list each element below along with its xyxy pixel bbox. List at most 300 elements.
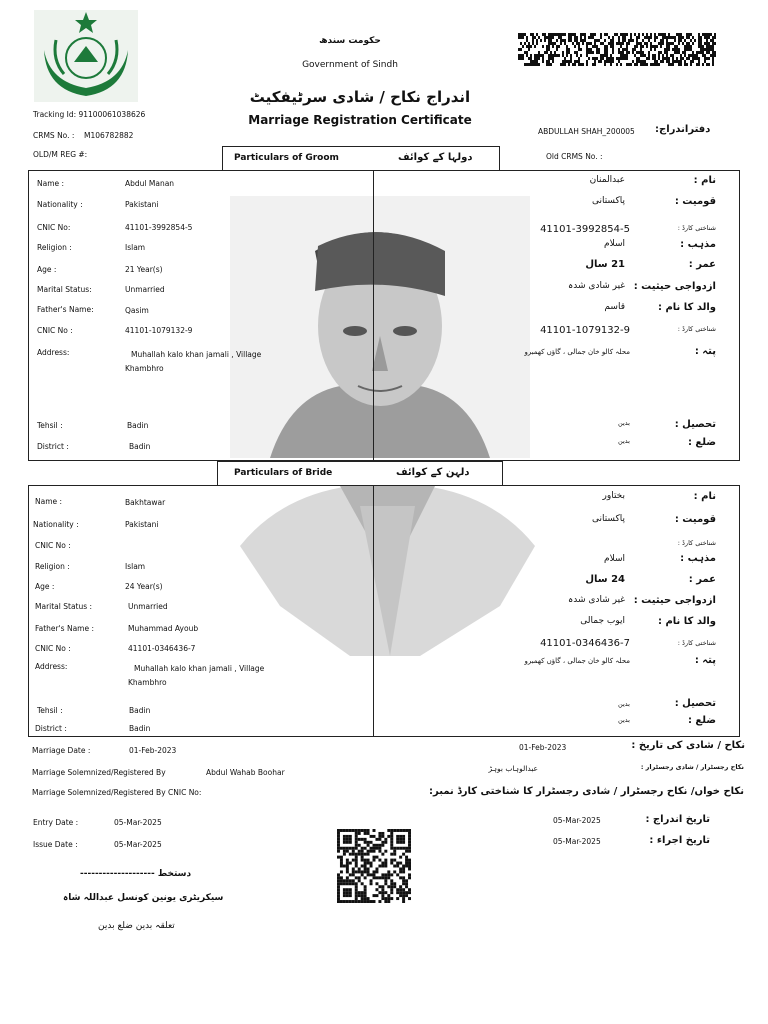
barcode-module (554, 51, 556, 54)
barcode-module (538, 54, 540, 57)
qr-module (355, 900, 358, 903)
barcode-module (550, 39, 552, 42)
barcode-module (606, 51, 608, 54)
barcode-module (646, 42, 648, 45)
barcode-module (616, 42, 618, 45)
qr-module (373, 900, 376, 903)
barcode-module (680, 36, 682, 39)
barcode-module (672, 36, 674, 39)
barcode-module (562, 60, 564, 63)
qr-module (402, 841, 405, 844)
barcode-module (662, 36, 664, 39)
barcode-module (574, 36, 576, 39)
barcode-module (530, 60, 532, 63)
qr-module (393, 829, 396, 832)
barcode-module (560, 42, 562, 45)
qr-module (396, 897, 399, 900)
qr-module (387, 870, 390, 873)
bride-father-value: Muhammad Ayoub (128, 624, 199, 633)
barcode-module (524, 42, 526, 45)
barcode-module (620, 54, 622, 57)
qr-module (373, 876, 376, 879)
qr-module (349, 862, 352, 865)
qr-module (378, 844, 381, 847)
barcode-module (548, 39, 550, 42)
barcode-module (680, 33, 682, 36)
bride-nationality-ur-value: پاکستانی (591, 514, 625, 524)
barcode-module (556, 54, 558, 57)
qr-module (340, 882, 343, 885)
qr-module (367, 859, 370, 862)
qr-module (373, 835, 376, 838)
barcode-module (642, 33, 644, 36)
qr-module (343, 865, 346, 868)
barcode-module (548, 33, 550, 36)
qr-module (352, 873, 355, 876)
qr-module (399, 841, 402, 844)
qr-module (340, 862, 343, 865)
barcode-module (652, 63, 654, 66)
barcode-module (568, 36, 570, 39)
barcode-module (690, 63, 692, 66)
qr-module (393, 885, 396, 888)
barcode-module (708, 45, 710, 48)
qr-module (373, 873, 376, 876)
barcode-module (698, 51, 700, 54)
daftar-label: دفتراندراج: (655, 124, 711, 135)
barcode-module (706, 51, 708, 54)
barcode-module (670, 54, 672, 57)
barcode-module (666, 60, 668, 63)
barcode-module (670, 63, 672, 66)
qr-module (381, 865, 384, 868)
barcode-module (530, 33, 532, 36)
barcode-module (546, 36, 548, 39)
barcode-module (538, 51, 540, 54)
bride-nationality-ur-label: قومیت : (674, 514, 716, 525)
barcode-module (694, 57, 696, 60)
barcode-module (658, 33, 660, 36)
barcode-module (586, 60, 588, 63)
barcode-module (590, 36, 592, 39)
barcode-module (708, 42, 710, 45)
barcode-module (582, 42, 584, 45)
barcode-module (626, 63, 628, 66)
qr-module (355, 888, 358, 891)
qr-code (337, 829, 411, 903)
barcode-module (532, 36, 534, 39)
qr-module (408, 876, 411, 879)
barcode-module (618, 36, 620, 39)
barcode-module (692, 57, 694, 60)
barcode-module (584, 33, 586, 36)
barcode-module (618, 42, 620, 45)
barcode-module (602, 57, 604, 60)
bride-father-ur-label: والد کا نام : (657, 616, 716, 627)
barcode-module (670, 42, 672, 45)
barcode-module (654, 63, 656, 66)
barcode-module (616, 57, 618, 60)
qr-module (346, 829, 349, 832)
barcode-module (648, 57, 650, 60)
barcode-module (678, 60, 680, 63)
barcode-module (536, 57, 538, 60)
barcode-module (654, 54, 656, 57)
barcode-module (648, 36, 650, 39)
barcode-module (622, 36, 624, 39)
qr-module (355, 853, 358, 856)
barcode-module (558, 45, 560, 48)
barcode-module (564, 63, 566, 66)
barcode-module (708, 33, 710, 36)
barcode-module (644, 42, 646, 45)
qr-module (346, 859, 349, 862)
barcode-module (676, 57, 678, 60)
qr-module (399, 838, 402, 841)
qr-module (402, 867, 405, 870)
qr-module (402, 882, 405, 885)
sindh-government-logo (34, 10, 138, 102)
qr-module (370, 873, 373, 876)
barcode-module (588, 42, 590, 45)
barcode-module (604, 48, 606, 51)
qr-module (390, 862, 393, 865)
barcode-module (602, 42, 604, 45)
qr-module (346, 850, 349, 853)
barcode-module (660, 39, 662, 42)
barcode-module (688, 42, 690, 45)
barcode-module (594, 45, 596, 48)
qr-module (399, 888, 402, 891)
qr-module (370, 865, 373, 868)
barcode-module (618, 60, 620, 63)
barcode-module (678, 36, 680, 39)
barcode-module (592, 57, 594, 60)
barcode-module (640, 45, 642, 48)
barcode-module (622, 39, 624, 42)
barcode-module (660, 60, 662, 63)
groom-district-ur-label: ضلع : (687, 437, 716, 448)
qr-module (355, 865, 358, 868)
qr-module (381, 897, 384, 900)
qr-module (361, 847, 364, 850)
barcode-module (654, 36, 656, 39)
bride-nationality-value: Pakistani (125, 520, 159, 529)
qr-module (337, 856, 340, 859)
qr-module (405, 850, 408, 853)
barcode-module (596, 45, 598, 48)
qr-module (373, 894, 376, 897)
barcode-module (560, 63, 562, 66)
qr-module (378, 865, 381, 868)
qr-module (343, 835, 346, 838)
barcode-module (606, 33, 608, 36)
barcode-module (574, 63, 576, 66)
groom-father-cnic-ur-label: شناختی کارڈ : (677, 325, 716, 333)
barcode-module (630, 39, 632, 42)
qr-module (375, 888, 378, 891)
barcode-module (684, 45, 686, 48)
qr-module (340, 870, 343, 873)
barcode-module (534, 45, 536, 48)
bride-father-label: Father's Name : (35, 624, 95, 633)
barcode-module (560, 36, 562, 39)
barcode-module (564, 57, 566, 60)
qr-module (390, 853, 393, 856)
qr-module (399, 891, 402, 894)
qr-module (343, 850, 346, 853)
qr-module (399, 856, 402, 859)
qr-module (405, 862, 408, 865)
barcode-module (612, 45, 614, 48)
qr-module (393, 847, 396, 850)
barcode-module (660, 42, 662, 45)
barcode-module (518, 54, 520, 57)
barcode-module (710, 39, 712, 42)
barcode-module (712, 63, 714, 66)
barcode-module (604, 54, 606, 57)
barcode-module (574, 51, 576, 54)
qr-module (337, 891, 340, 894)
qr-module (346, 888, 349, 891)
barcode-module (624, 54, 626, 57)
barcode-module (610, 42, 612, 45)
barcode-module (698, 33, 700, 36)
qr-module (396, 862, 399, 865)
barcode-module (580, 33, 582, 36)
barcode-module (640, 42, 642, 45)
qr-module (337, 838, 340, 841)
barcode-module (588, 48, 590, 51)
barcode-module (576, 60, 578, 63)
qr-module (381, 862, 384, 865)
qr-module (367, 897, 370, 900)
barcode-module (522, 33, 524, 36)
groom-marital-ur-label: ازدواجی حیثیت : (633, 281, 716, 292)
qr-module (343, 891, 346, 894)
barcode-module (598, 60, 600, 63)
barcode-module (556, 45, 558, 48)
groom-father-ur-label: والد کا نام : (657, 302, 716, 313)
qr-module (355, 829, 358, 832)
barcode-module (594, 57, 596, 60)
bride-age-ur-value: 24 سال (585, 574, 625, 585)
qr-module (337, 900, 340, 903)
qr-module (384, 873, 387, 876)
barcode-module (612, 42, 614, 45)
groom-cnic-ur-label: شناختی کارڈ : (677, 224, 716, 232)
barcode-module (522, 36, 524, 39)
marriage-date-ur-label: نکاح / شادی کی تاریخ : (631, 740, 745, 751)
qr-module (349, 838, 352, 841)
qr-module (381, 841, 384, 844)
barcode-module (666, 51, 668, 54)
barcode-module (642, 60, 644, 63)
qr-module (375, 838, 378, 841)
barcode-module (530, 45, 532, 48)
qr-module (402, 870, 405, 873)
qr-module (349, 873, 352, 876)
qr-module (337, 888, 340, 891)
groom-header-english: Particulars of Groom (234, 153, 339, 163)
barcode-module (622, 42, 624, 45)
barcode-module (534, 60, 536, 63)
bride-address-ur-value: محلہ کالو خان جمالی ، گاؤں کھمبرو (524, 657, 630, 665)
qr-module (384, 865, 387, 868)
qr-module (390, 838, 393, 841)
barcode-module (584, 36, 586, 39)
bride-header-english: Particulars of Bride (234, 468, 333, 478)
qr-module (367, 829, 370, 832)
qr-module (378, 838, 381, 841)
barcode-module (590, 33, 592, 36)
qr-module (387, 900, 390, 903)
bride-name-ur-value: بختاور (602, 491, 625, 501)
barcode-module (660, 51, 662, 54)
bride-age-label: Age : (35, 582, 55, 591)
barcode-module (542, 60, 544, 63)
qr-module (405, 894, 408, 897)
bride-father-cnic-ur-value: 41101-0346436-7 (540, 638, 630, 649)
barcode-module (576, 42, 578, 45)
barcode-module (548, 63, 550, 66)
barcode-module (586, 54, 588, 57)
qr-module (364, 885, 367, 888)
barcode-module (684, 54, 686, 57)
barcode-module (518, 57, 520, 60)
barcode-module (604, 33, 606, 36)
barcode-module (664, 48, 666, 51)
qr-module (370, 841, 373, 844)
barcode-module (610, 39, 612, 42)
barcode-module (546, 48, 548, 51)
bride-tehsil-ur-label: تحصیل : (674, 698, 716, 709)
qr-module (364, 867, 367, 870)
marriage-date-label: Marriage Date : (32, 746, 91, 755)
barcode-module (708, 36, 710, 39)
qr-module (361, 838, 364, 841)
barcode-module (620, 57, 622, 60)
registered-cnic-label: Marriage Solemnized/Registered By CNIC No: (32, 788, 202, 797)
barcode-module (526, 39, 528, 42)
barcode-module (658, 57, 660, 60)
groom-father-value: Qasim (125, 306, 149, 315)
barcode-module (626, 57, 628, 60)
barcode-module (660, 33, 662, 36)
qr-module (378, 891, 381, 894)
barcode-module (580, 63, 582, 66)
barcode-module (526, 45, 528, 48)
barcode-module (550, 54, 552, 57)
barcode-module (588, 51, 590, 54)
barcode-module (636, 57, 638, 60)
qr-module (399, 867, 402, 870)
qr-module (352, 867, 355, 870)
barcode-module (632, 48, 634, 51)
barcode-module (688, 36, 690, 39)
barcode-module (578, 57, 580, 60)
barcode-module (700, 51, 702, 54)
barcode-module (672, 54, 674, 57)
barcode-module (668, 48, 670, 51)
bride-tehsil-ur-value: بدین (618, 700, 630, 708)
barcode-module (640, 51, 642, 54)
barcode-module (572, 63, 574, 66)
qr-module (337, 847, 340, 850)
barcode-module (656, 63, 658, 66)
qr-module (390, 847, 393, 850)
barcode-module (556, 39, 558, 42)
qr-module (355, 859, 358, 862)
barcode-module (636, 36, 638, 39)
barcode-module (570, 60, 572, 63)
qr-module (384, 850, 387, 853)
qr-module (358, 850, 361, 853)
qr-module (408, 844, 411, 847)
barcode-module (702, 54, 704, 57)
qr-module (346, 867, 349, 870)
qr-module (384, 879, 387, 882)
barcode-module (676, 51, 678, 54)
barcode-module (706, 42, 708, 45)
qr-module (370, 862, 373, 865)
groom-age-ur-value: 21 سال (585, 259, 625, 270)
qr-module (408, 873, 411, 876)
qr-module (405, 847, 408, 850)
qr-module (378, 850, 381, 853)
barcode-module (570, 39, 572, 42)
barcode-module (610, 57, 612, 60)
barcode-module (692, 42, 694, 45)
barcode-module (650, 48, 652, 51)
qr-module (358, 879, 361, 882)
barcode-module (628, 42, 630, 45)
qr-module (337, 879, 340, 882)
barcode-module (528, 48, 530, 51)
qr-module (370, 835, 373, 838)
barcode-module (678, 42, 680, 45)
barcode-module (600, 57, 602, 60)
barcode-module (522, 45, 524, 48)
qr-module (381, 888, 384, 891)
barcode-module (656, 36, 658, 39)
barcode-module (702, 63, 704, 66)
barcode-module (580, 36, 582, 39)
qr-module (375, 867, 378, 870)
bride-marital-ur-label: ازدواجی حیثیت : (633, 595, 716, 606)
barcode-module (566, 60, 568, 63)
qr-module (361, 859, 364, 862)
barcode-module (528, 63, 530, 66)
barcode-module (632, 39, 634, 42)
entry-date-ur-label: تاریخ اندراج : (645, 814, 710, 825)
qr-module (393, 859, 396, 862)
qr-module (381, 853, 384, 856)
barcode-module (680, 63, 682, 66)
barcode-module (648, 54, 650, 57)
qr-module (337, 835, 340, 838)
barcode-module (540, 54, 542, 57)
qr-module (370, 850, 373, 853)
barcode-module (714, 42, 716, 45)
barcode-module (568, 39, 570, 42)
groom-nationality-ur-label: قومیت : (674, 196, 716, 207)
barcode-module (706, 57, 708, 60)
barcode-module (676, 45, 678, 48)
qr-module (405, 859, 408, 862)
barcode-module (622, 54, 624, 57)
barcode-module (690, 54, 692, 57)
